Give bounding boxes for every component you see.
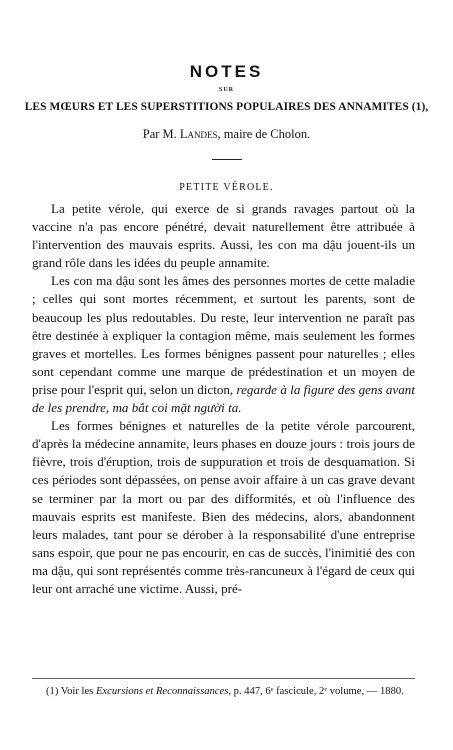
footnote-divider <box>32 678 415 679</box>
footnote <box>32 684 415 700</box>
author-prefix: Par M. <box>142 127 180 141</box>
footnote-text <box>32 684 415 700</box>
author-name: Landes <box>179 127 218 141</box>
author-suffix: , maire de Cholon. <box>217 127 311 141</box>
paragraph-2 <box>32 272 415 417</box>
paragraph-1: La petite vérole, qui exerce de si grands ravages partout où la vaccine n'a pas encore pénétré, devait naturellement être attribuée à l'intervention des mauvais esprits. Aussi, les con ma dậu jouent-ils un grand rôle dans les idées du peuple annamite. <box>32 201 415 271</box>
footnote-after: , p. 447, 6ᵉ fascicule, 2ᵉ volume, — 1880. <box>228 686 404 697</box>
paragraph-2-text: Les con ma dậu sont les âmes des personnes mortes de cette maladie ; celles qui sont mortes récemment, et surtout les parents, sont de beaucoup les plus redoutables. Du reste, leur intervention ne paraît pas être destinée à expliquer la contagion même, mais seulement les formes graves et mortelles. Les formes bénignes passent pour naturelles ; elles sont cependant comme une marque de prédestination et un moyen de prise pour l'esprit qui, selon un dicton, <box>32 273 415 397</box>
body-text <box>32 200 415 598</box>
notes-title: NOTES <box>189 62 264 81</box>
title-divider <box>212 159 242 160</box>
article-subtitle: LES MŒURS ET LES SUPERSTITIONS POPULAIRES DES ANNAMITES (1), <box>24 101 429 113</box>
paragraph-2-dicton: regarde à la figure des gens avant de les prendre, ma bắt coi mặt người ta. <box>32 381 415 416</box>
footnote-before: (1) Voir les <box>46 686 96 697</box>
section-heading: PETITE VÉROLE. <box>179 182 274 193</box>
author-line <box>0 127 453 142</box>
connector-word: SUR <box>218 87 234 93</box>
footnote-reference: Excursions et Reconnaissances <box>95 686 229 697</box>
paragraph-3: Les formes bénignes et naturelles de la petite vérole parcourent, d'après la médecine annamite, leurs phases en douze jours : trois jours de fièvre, trois d'éruption, trois de suppuration et trois de desquamation. Si ces périodes sont dépassées, on pense avoir affaire à un cas grave devant se terminer par la mort ou par des difformités, et où l'influence des mauvais esprits est manifeste. Bien des médecins, alors, abandonnent leurs malades, tant pour se dérober à la responsabilité d'une entreprise sans espoir, que pour ne pas encourir, en cas de succès, l'inimitié des con ma dậu, qui sont représentés comme très-rancuneux à l'égard de ceux qui leur ont arraché une victime. Aussi, pré- <box>32 418 415 596</box>
